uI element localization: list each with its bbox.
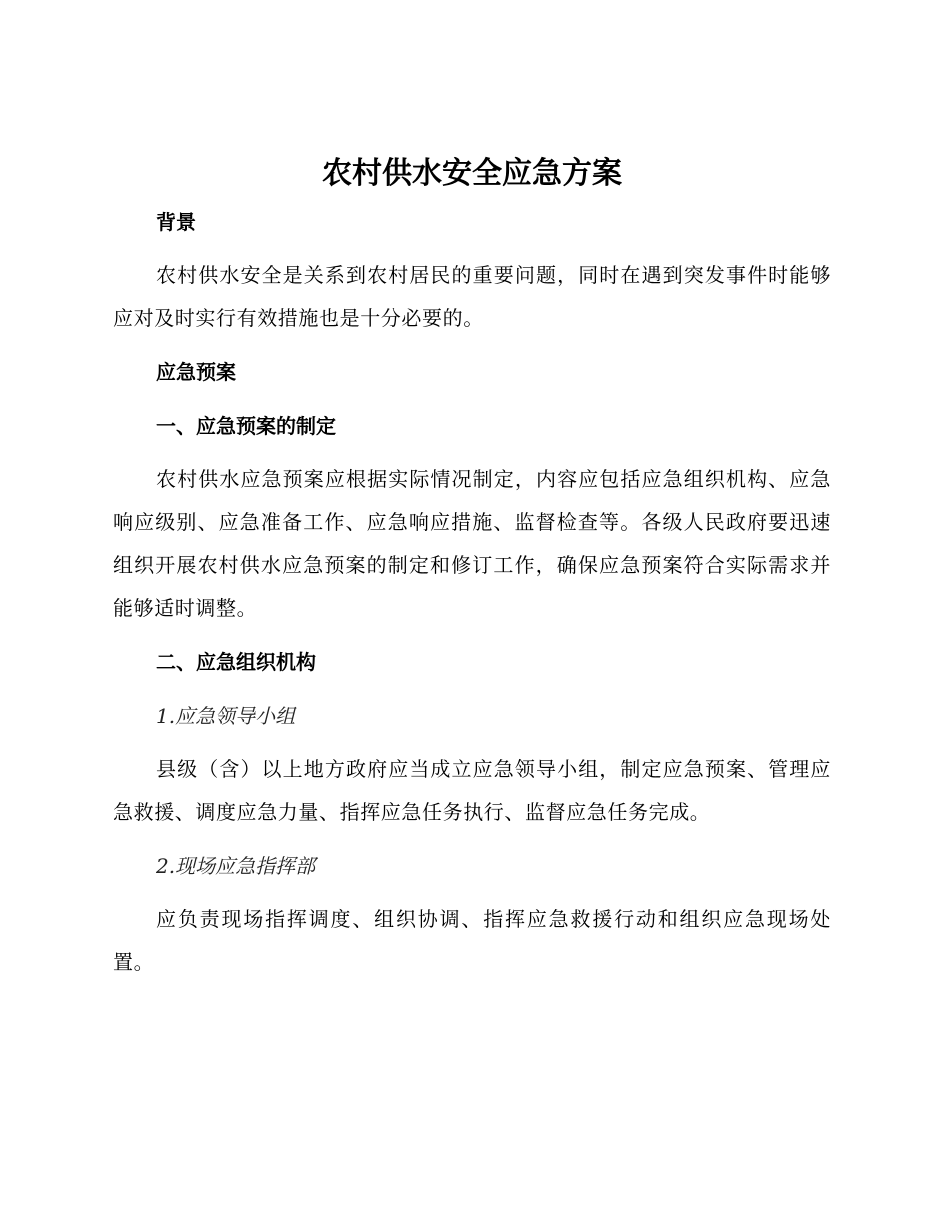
paragraph-part-1: 农村供水应急预案应根据实际情况制定，内容应包括应急组织机构、应急响应级别、应急准备工作、应急响应措施、监督检查等。各级人民政府要迅速组织开展农村供水应急预案的制定和修订工作，确保应急预案符合实际需求并能够适时调整。 bbox=[113, 467, 831, 620]
paragraph-onsite-command: 应负责现场指挥调度、组织协调、指挥应急救援行动和组织应急现场处置。 bbox=[113, 907, 831, 974]
subheading-onsite-command: 2.现场应急指挥部 bbox=[156, 854, 316, 878]
document-body bbox=[113, 148, 831, 984]
paragraph-leadership-group: 县级（含）以上地方政府应当成立应急领导小组，制定应急预案、管理应急救援、调度应急力量、指挥应急任务执行、监督应急任务完成。 bbox=[113, 757, 831, 824]
document-title: 农村供水安全应急方案 bbox=[322, 156, 622, 191]
subheading-leadership-group: 1.应急领导小组 bbox=[156, 704, 296, 728]
paragraph-background: 农村供水安全是关系到农村居民的重要问题，同时在遇到突发事件时能够应对及时实行有效措施也是十分必要的。 bbox=[113, 263, 831, 330]
heading-part-2: 二、应急组织机构 bbox=[156, 650, 316, 674]
heading-background: 背景 bbox=[156, 210, 196, 234]
heading-emergency-plan: 应急预案 bbox=[156, 360, 236, 384]
heading-part-1: 一、应急预案的制定 bbox=[156, 414, 336, 438]
